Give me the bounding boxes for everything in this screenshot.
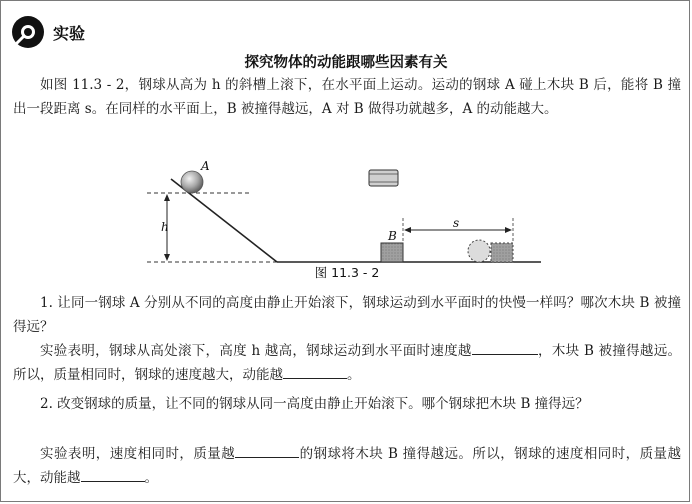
answer-blank[interactable] (283, 364, 347, 379)
figure-caption: 图 11.3 - 2 (314, 265, 380, 280)
answer-blank[interactable] (472, 341, 538, 356)
answer-1: 实验表明，钢球从高处滚下，高度 h 越高，钢球运动到水平面时速度越 ，木块 B 被撞得越远。所以，质量相同时，钢球的速度越大，动能越 。 (13, 340, 681, 387)
block-final-position (491, 243, 513, 262)
block-side-view (369, 170, 398, 186)
height-label: h (161, 220, 169, 234)
block-label: B (388, 229, 397, 243)
wood-block-b (381, 243, 403, 262)
experiment-icon (11, 15, 45, 49)
ball-label: A (201, 159, 210, 173)
question-2: 2. 改变钢球的质量，让不同的钢球从同一高度由静止开始滚下。哪个钢球把木块 B 撞得远？ (40, 396, 589, 412)
experiment-figure (1, 159, 690, 267)
answer-blank[interactable] (235, 444, 299, 459)
answer-blank[interactable] (81, 467, 145, 482)
answer-2: 实验表明，速度相同时，质量越 的钢球将木块 B 撞得越远。所以，钢球的速度相同时，质量越大，动能越 。 (13, 443, 681, 490)
section-label: 实验 (53, 23, 86, 43)
question-1: 1. 让同一钢球 A 分别从不同的高度由静止开始滚下，钢球运动到水平面时的快慢一样吗？哪次木块 B 被撞得远？ (13, 295, 681, 335)
steel-ball-a (181, 171, 203, 193)
intro-paragraph: 如图 11.3 - 2，钢球从高为 h 的斜槽上滚下，在水平面上运动。运动的钢球 A 碰上木块 B 后，能将 B 撞出一段距离 s。在同样的水平面上，B 被撞得越远，A 对 B 做得功就越多，A 的动能越大。 (13, 77, 681, 117)
section-header (11, 15, 85, 49)
distance-label: s (453, 216, 460, 230)
page-title: 探究物体的动能跟哪些因素有关 (244, 55, 448, 71)
ball-final-position (468, 240, 490, 262)
